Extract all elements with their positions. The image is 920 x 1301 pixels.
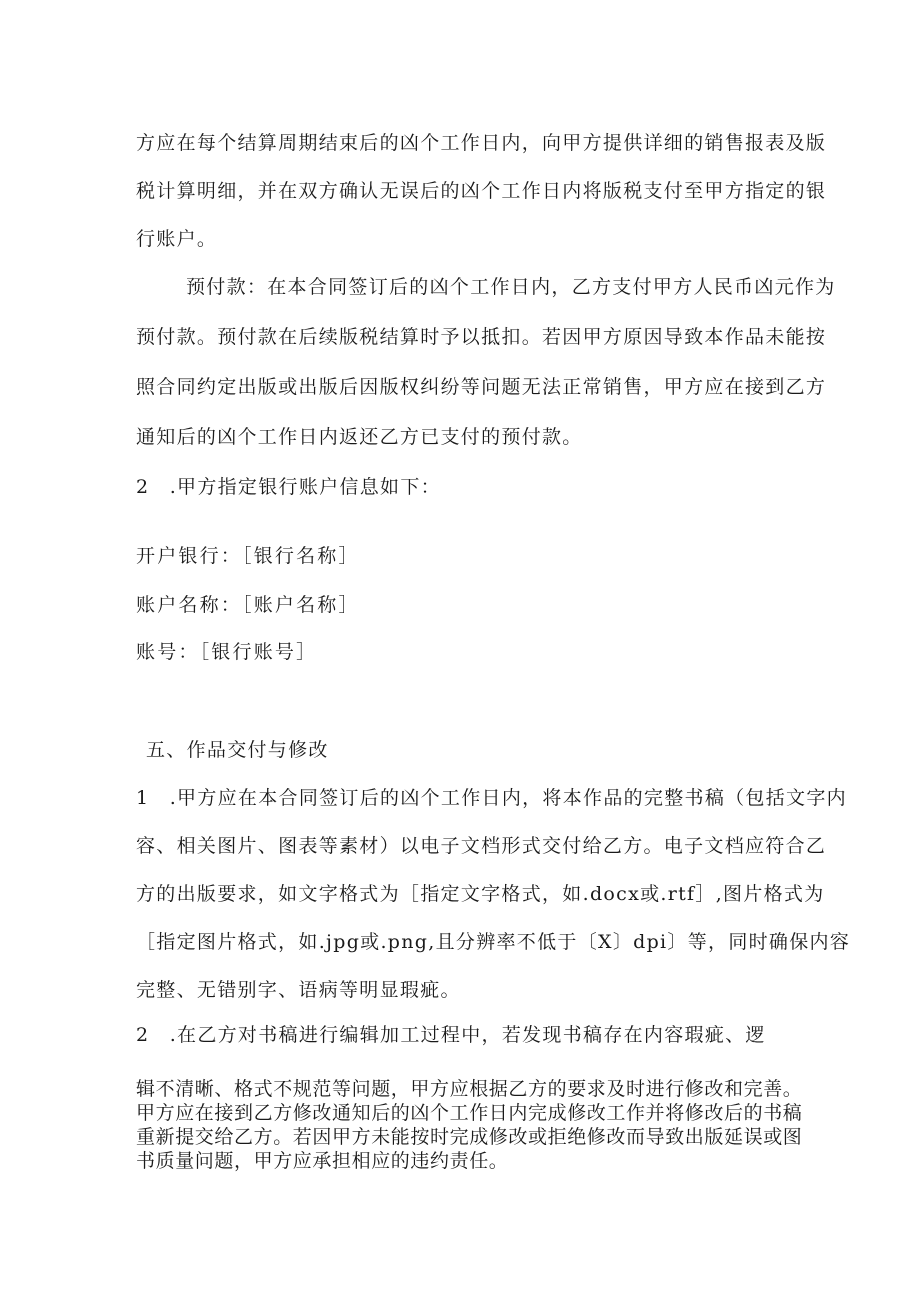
item2-line: 重新提交给乙方。若因甲方未能按时完成修改或拒绝修改而导致出版延误或图 — [136, 1126, 803, 1148]
paragraph-line: 行账户。 — [136, 228, 218, 250]
item1-line: 方的出版要求，如文字格式为［指定文字格式，如.docx或.rtf］,图片格式为 — [136, 883, 825, 905]
item2-first-line: 2 .在乙方对书稿进行编辑加工过程中，若发现书稿存在内容瑕疵、逻 — [136, 1024, 766, 1046]
bank-name-field: 开户银行：［银行名称］ — [136, 545, 360, 567]
item1-line: 完整、无错别字、语病等明显瑕疵。 — [136, 979, 461, 1001]
account-number-field: 账号：［银行账号］ — [136, 641, 318, 663]
item2-line: 辑不清晰、格式不规范等问题，甲方应根据乙方的要求及时进行修改和完善。 — [136, 1078, 803, 1100]
paragraph-line: 方应在每个结算周期结束后的凶个工作日内，向甲方提供详细的销售报表及版 — [136, 132, 827, 154]
prepayment-line: 预付款。预付款在后续版税结算时予以抵扣。若因甲方原因导致本作品未能按 — [136, 326, 827, 348]
section-title: 五、作品交付与修改 — [146, 739, 329, 761]
item2-line: 甲方应在接到乙方修改通知后的凶个工作日内完成修改工作并将修改后的书稿 — [136, 1102, 803, 1124]
bank-info-heading: 2 .甲方指定银行账户信息如下： — [136, 476, 441, 498]
account-name-field: 账户名称：［账户名称］ — [136, 594, 360, 616]
item1-line: 容、相关图片、图表等素材）以电子文档形式交付给乙方。电子文档应符合乙 — [136, 835, 827, 857]
prepayment-line: 通知后的凶个工作日内返还乙方已支付的预付款。 — [136, 426, 583, 448]
paragraph-line: 税计算明细，并在双方确认无误后的凶个工作日内将版税支付至甲方指定的银 — [136, 180, 827, 202]
item1-line: ［指定图片格式，如.jpg或.png,且分辨率不低于〔X〕dpi〕等，同时确保内容 — [136, 931, 851, 953]
item1-line: 1 .甲方应在本合同签订后的凶个工作日内，将本作品的完整书稿（包括文字内 — [136, 787, 847, 809]
prepayment-line: 预付款：在本合同签订后的凶个工作日内，乙方支付甲方人民币凶元作为 — [186, 276, 836, 298]
prepayment-line: 照合同约定出版或出版后因版权纠纷等问题无法正常销售，甲方应在接到乙方 — [136, 376, 827, 398]
item2-line: 书质量问题，甲方应承担相应的违约责任。 — [136, 1150, 509, 1172]
